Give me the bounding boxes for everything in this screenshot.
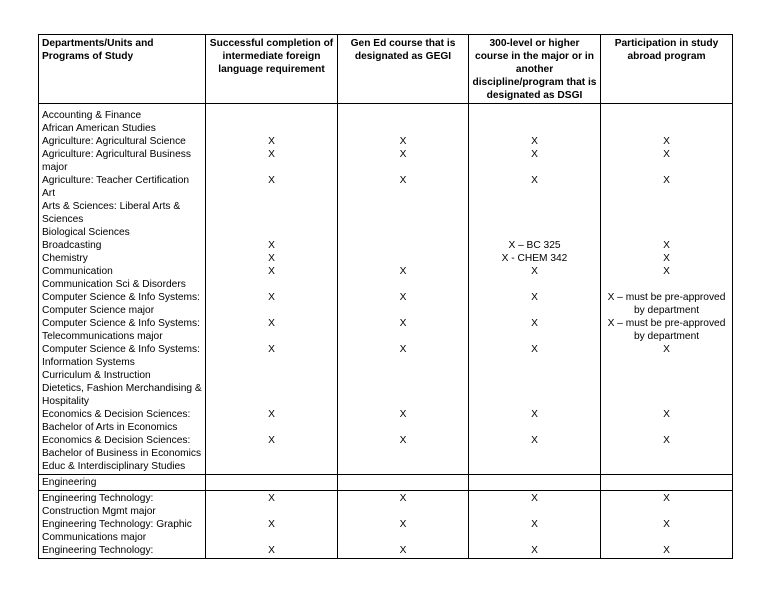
- cell-line: X: [531, 519, 538, 530]
- cell-line: X: [531, 175, 538, 186]
- header-row: [39, 35, 733, 104]
- blank-line: [472, 109, 597, 122]
- empty-cell: [338, 475, 469, 491]
- blank-line: [209, 122, 334, 135]
- cell-line: X: [663, 136, 670, 147]
- cell-line: by department: [633, 331, 700, 342]
- blank-line: [341, 213, 465, 226]
- cell-line: X: [531, 266, 538, 277]
- header-foreign-language: Successful completion of intermediate foreign language requirement: [206, 35, 338, 104]
- blank-line: [472, 122, 597, 135]
- blank-line: [341, 239, 465, 252]
- cell-line: X: [531, 493, 538, 504]
- blank-line: [209, 447, 334, 460]
- cell-line: Engineering Technology:: [42, 545, 154, 556]
- blank-line: [472, 226, 597, 239]
- blank-line: [341, 278, 465, 291]
- cell-line: X: [531, 409, 538, 420]
- blank-line: [209, 330, 334, 343]
- cell-line: X: [399, 493, 407, 504]
- cell-line: X: [268, 266, 275, 277]
- cell-line: Curriculum & Instruction: [42, 370, 151, 381]
- blank-line: [472, 278, 597, 291]
- blank-line: [604, 382, 729, 395]
- blank-line: [604, 505, 729, 518]
- cell-line: Computer Science major: [42, 305, 155, 316]
- cell-line: Broadcasting: [42, 240, 102, 251]
- cell-line: X – BC 325: [508, 240, 561, 251]
- cell-line: Economics & Decision Sciences:: [42, 435, 191, 446]
- cell-line: Computer Science & Info Systems:: [42, 292, 200, 303]
- table-row-engineering: [39, 475, 733, 491]
- cell-line: African American Studies: [42, 123, 156, 134]
- blank-line: [209, 421, 334, 434]
- cell-line: Engineering Technology:: [42, 493, 154, 504]
- cell-line: Information Systems: [42, 357, 135, 368]
- cell-line: major: [42, 162, 68, 173]
- empty-cell: [601, 475, 733, 491]
- cell-line: Economics & Decision Sciences:: [42, 409, 191, 420]
- foreign-language-marks: [206, 104, 338, 475]
- blank-line: [341, 421, 465, 434]
- blank-line: [604, 226, 729, 239]
- blank-line: [209, 213, 334, 226]
- blank-line: [341, 200, 465, 213]
- blank-line: [472, 382, 597, 395]
- cell-line: Communications major: [42, 532, 147, 543]
- blank-line: [604, 356, 729, 369]
- cell-line: X: [268, 292, 275, 303]
- cell-line: X: [663, 175, 670, 186]
- blank-line: [604, 109, 729, 122]
- blank-line: [209, 187, 334, 200]
- cell-line: X: [268, 545, 275, 556]
- empty-cell: [206, 475, 338, 491]
- cell-line: X: [399, 266, 407, 277]
- blank-line: [341, 252, 465, 265]
- cell-line: X: [663, 435, 670, 446]
- cell-line: X: [531, 292, 538, 303]
- cell-line: X: [663, 344, 670, 355]
- cell-line: Agriculture: Agricultural Business: [42, 149, 191, 160]
- blank-line: [341, 109, 465, 122]
- cell-line: X: [268, 253, 275, 264]
- cell-line: X – must be pre-approved: [607, 292, 726, 303]
- cell-line: X: [268, 318, 275, 329]
- blank-line: [604, 161, 729, 174]
- engineering-programs-list: [39, 491, 206, 559]
- cell-line: X: [531, 318, 538, 329]
- blank-line: [209, 395, 334, 408]
- engineering-cell: [39, 475, 206, 491]
- cell-line: X: [268, 493, 275, 504]
- cell-line: X: [531, 136, 538, 147]
- blank-line: [209, 226, 334, 239]
- blank-line: [209, 460, 334, 473]
- cell-line: Chemistry: [42, 253, 88, 264]
- cell-line: Computer Science & Info Systems:: [42, 344, 200, 355]
- blank-line: [341, 369, 465, 382]
- blank-line: [209, 109, 334, 122]
- blank-line: [604, 187, 729, 200]
- blank-line: [604, 213, 729, 226]
- blank-line: [341, 187, 465, 200]
- cell-line: Agriculture: Agricultural Science: [42, 136, 186, 147]
- blank-line: [341, 226, 465, 239]
- blank-line: [472, 421, 597, 434]
- blank-line: [341, 395, 465, 408]
- blank-line: [472, 505, 597, 518]
- cell-line: X: [531, 344, 538, 355]
- cell-line: Construction Mgmt major: [42, 506, 156, 517]
- cell-line: X: [268, 409, 275, 420]
- cell-line: Educ & Interdisciplinary Studies: [42, 461, 186, 472]
- cell-line: Computer Science & Info Systems:: [42, 318, 200, 329]
- blank-line: [341, 531, 465, 544]
- blank-line: [341, 382, 465, 395]
- empty-cell: [469, 475, 601, 491]
- cell-line: X – must be pre-approved: [607, 318, 726, 329]
- blank-line: [472, 187, 597, 200]
- cell-line: X: [268, 519, 275, 530]
- cell-line: X: [663, 266, 670, 277]
- dsgi-marks-2: [469, 491, 601, 559]
- cell-line: Dietetics, Fashion Merchandising &: [42, 383, 202, 394]
- blank-line: [472, 447, 597, 460]
- cell-line: X: [399, 344, 407, 355]
- blank-line: [472, 531, 597, 544]
- blank-line: [604, 531, 729, 544]
- cell-line: X: [268, 149, 275, 160]
- cell-line: X: [399, 545, 407, 556]
- blank-line: [472, 161, 597, 174]
- blank-line: [209, 382, 334, 395]
- blank-line: [472, 200, 597, 213]
- cell-line: X: [399, 435, 407, 446]
- cell-line: X: [268, 435, 275, 446]
- blank-line: [604, 421, 729, 434]
- blank-line: [341, 161, 465, 174]
- blank-line: [472, 395, 597, 408]
- blank-line: [604, 460, 729, 473]
- cell-line: Engineering Technology: Graphic: [42, 519, 192, 530]
- cell-line: X: [399, 149, 407, 160]
- cell-line: Hospitality: [42, 396, 89, 407]
- blank-line: [604, 278, 729, 291]
- cell-line: Biological Sciences: [42, 227, 130, 238]
- blank-line: [341, 356, 465, 369]
- cell-line: Communication: [42, 266, 113, 277]
- blank-line: [209, 161, 334, 174]
- study-abroad-marks: [601, 104, 733, 475]
- cell-line: Arts & Sciences: Liberal Arts &: [42, 201, 181, 212]
- blank-line: [604, 122, 729, 135]
- blank-line: [604, 395, 729, 408]
- cell-line: X: [663, 253, 670, 264]
- cell-line: Bachelor of Business in Economics: [42, 448, 202, 459]
- cell-line: X: [268, 136, 275, 147]
- blank-line: [209, 505, 334, 518]
- requirements-table: [38, 34, 733, 559]
- cell-line: X: [268, 175, 275, 186]
- cell-line: X: [399, 409, 407, 420]
- blank-line: [604, 200, 729, 213]
- cell-line: Accounting & Finance: [42, 110, 142, 121]
- table-row-block-2: [39, 491, 733, 559]
- cell-line: X: [663, 409, 670, 420]
- cell-line: Art: [42, 188, 56, 199]
- cell-line: X: [663, 493, 670, 504]
- blank-line: [209, 531, 334, 544]
- blank-line: [472, 213, 597, 226]
- foreign-language-marks-2: [206, 491, 338, 559]
- header-gegi: Gen Ed course that is designated as GEGI: [338, 35, 469, 104]
- cell-line: X: [531, 435, 538, 446]
- cell-line: X: [663, 519, 670, 530]
- blank-line: [341, 122, 465, 135]
- gegi-marks: [338, 104, 469, 475]
- study-abroad-marks-2: [601, 491, 733, 559]
- blank-line: [341, 460, 465, 473]
- blank-line: [604, 447, 729, 460]
- cell-line: X: [663, 545, 670, 556]
- gegi-marks-2: [338, 491, 469, 559]
- cell-line: X: [663, 240, 670, 251]
- table-row-block-1: [39, 104, 733, 475]
- cell-line: Agriculture: Teacher Certification: [42, 175, 190, 186]
- blank-line: [472, 369, 597, 382]
- cell-line: X: [531, 545, 538, 556]
- cell-line: X: [268, 240, 275, 251]
- blank-line: [472, 304, 597, 317]
- cell-line: X: [399, 519, 407, 530]
- header-study-abroad: Participation in study abroad program: [601, 35, 733, 104]
- blank-line: [472, 330, 597, 343]
- cell-line: X: [399, 318, 407, 329]
- blank-line: [472, 460, 597, 473]
- cell-line: Bachelor of Arts in Economics: [42, 422, 178, 433]
- cell-line: X: [531, 149, 538, 160]
- cell-line: X: [268, 344, 275, 355]
- blank-line: [472, 356, 597, 369]
- blank-line: [209, 200, 334, 213]
- cell-line: Communication Sci & Disorders: [42, 279, 186, 290]
- cell-line: X: [663, 149, 670, 160]
- blank-line: [341, 505, 465, 518]
- cell-line: Sciences: [42, 214, 84, 225]
- cell-line: by department: [633, 305, 700, 316]
- cell-line: X: [399, 292, 407, 303]
- header-departments: Departments/Units and Programs of Study: [39, 35, 206, 104]
- departments-list: [39, 104, 206, 475]
- header-dsgi: 300-level or higher course in the major or in another discipline/program that is designated as DSGI: [469, 35, 601, 104]
- blank-line: [209, 369, 334, 382]
- blank-line: [341, 447, 465, 460]
- blank-line: [604, 369, 729, 382]
- blank-line: [341, 330, 465, 343]
- blank-line: [209, 356, 334, 369]
- engineering-label: Engineering: [42, 477, 97, 488]
- blank-line: [209, 278, 334, 291]
- dsgi-marks: [469, 104, 601, 475]
- blank-line: [341, 304, 465, 317]
- cell-line: X: [399, 136, 407, 147]
- cell-line: X: [399, 175, 407, 186]
- cell-line: X - CHEM 342: [501, 253, 568, 264]
- blank-line: [209, 304, 334, 317]
- cell-line: Telecommunications major: [42, 331, 163, 342]
